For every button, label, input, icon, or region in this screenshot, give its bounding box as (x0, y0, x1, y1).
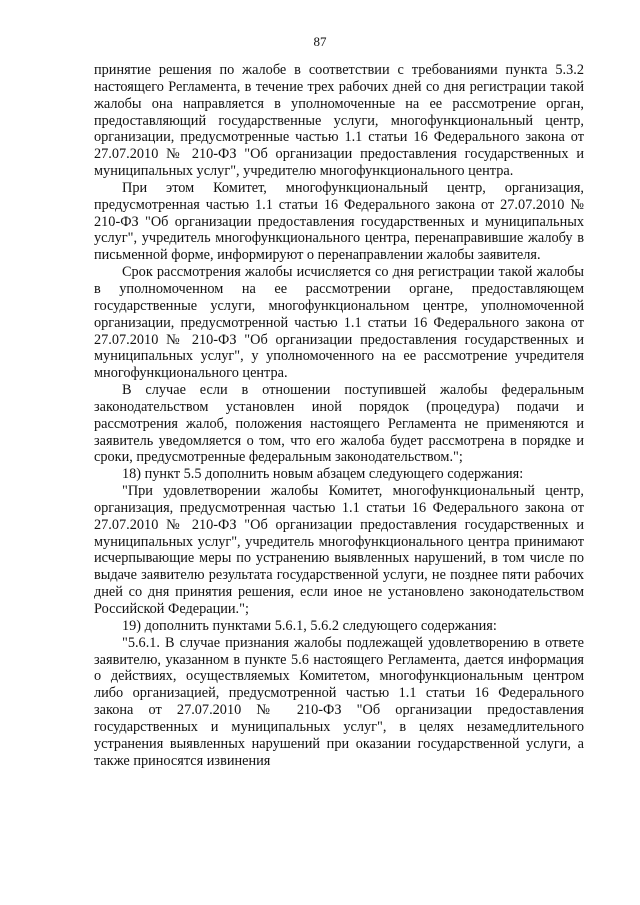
document-body (94, 62, 584, 769)
paragraph-federal-procedure: В случае если в отношении поступившей жалобы федеральным законодательством установлен иной порядок (процедура) подачи и рассмотрения жалоб, положения настоящего Регламента не применяются и заявитель уведомляется о том, что его жалоба будет рассмотрена в порядке и сроки, предусмотренные федеральным законодательством."; (94, 382, 584, 466)
paragraph-review-period: Срок рассмотрения жалобы исчисляется со дня регистрации такой жалобы в уполномоченном на ее рассмотрении органе, предоставляющем государственные услуги, многофункциональном центре, уполномоченной организации, предусмотренной частью 1.1 статьи 16 Федерального закона от 27.07.2010 № 210-ФЗ "Об организации предоставления государственных и муниципальных услуг", у уполномоченного на ее рассмотрение учредителя многофункционального центра. (94, 264, 584, 382)
page-number: 87 (313, 34, 327, 49)
paragraph-quote-5-5: "При удовлетворении жалобы Комитет, многофункциональный центр, организация, предусмотренная частью 1.1 статьи 16 Федерального закона от 27.07.2010 № 210-ФЗ "Об организации предоставления государственных и муниципальных услуг", учредитель многофункционального центра принимают исчерпывающие меры по устранению выявленных нарушений, в том числе по выдаче заявителю результата государственной услуги, не позднее пяти рабочих дней со дня принятия решения, если иное не установлено законодательством Российской Федерации."; (94, 483, 584, 617)
paragraph-item-19: 19) дополнить пунктами 5.6.1, 5.6.2 следующего содержания: (122, 617, 497, 634)
paragraph-item-18: 18) пункт 5.5 дополнить новым абзацем следующего содержания: (122, 466, 524, 483)
paragraph-redirect-notice: При этом Комитет, многофункциональный центр, организация, предусмотренная частью 1.1 статьи 16 Федерального закона от 27.07.2010 № 210-ФЗ "Об организации предоставления государственных и муниципальных услуг", учредитель многофункционального центра, перенаправившие жалобу в письменной форме, информируют о перенаправлении жалобы заявителя. (94, 179, 584, 264)
paragraph-continuation: принятие решения по жалобе в соответствии с требованиями пункта 5.3.2 настоящего Регламента, в течение трех рабочих дней со дня регистрации такой жалобы она направляется в уполномоченные на ее рассмотрение орган, предоставляющий государственные услуги, многофункциональный центр, организации, предусмотренные частью 1.1 статьи 16 Федерального закона от 27.07.2010 № 210-ФЗ "Об организации предоставления государственных и муниципальных услуг", учредителю многофункционального центра. (94, 62, 584, 180)
paragraph-quote-5-6-1: "5.6.1. В случае признания жалобы подлежащей удовлетворению в ответе заявителю, указанном в пункте 5.6 настоящего Регламента, дается информация о действиях, осуществляемых Комитетом, многофункциональным центром либо организацией, предусмотренной частью 1.1 статьи 16 Федерального закона от 27.07.2010 № 210-ФЗ "Об организации предоставления государственных и муниципальных услуг", в целях незамедлительного устранения выявленных нарушений при оказании государственной услуги, а также приносятся извинения (94, 634, 584, 769)
